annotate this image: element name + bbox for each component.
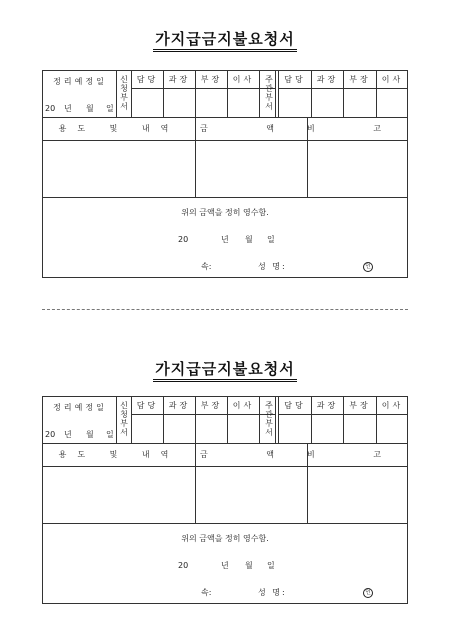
approval-dept-head: 부장 [200, 75, 223, 84]
remarks-column-label: 비 고 [307, 450, 409, 459]
due-date-label: 정리예정일 [53, 77, 107, 86]
receipt-statement: 위의 금액을 정히 영수함. [181, 208, 269, 217]
affiliation-label: 속: [201, 588, 212, 597]
approval-staff: 담당 [136, 401, 159, 410]
amount-column-label: 금 액 [200, 450, 302, 459]
approval-director: 이사 [232, 75, 255, 84]
approval-manager: 과장 [168, 75, 191, 84]
approval-manager-2: 과장 [316, 401, 339, 410]
remarks-column-label: 비 고 [307, 124, 409, 133]
usage-column-label: 용도 및 내역 [58, 450, 180, 459]
approval-staff-2: 담당 [284, 401, 306, 410]
approval-dept-head: 부장 [200, 401, 223, 410]
approval-director: 이사 [232, 401, 255, 410]
approval-staff-2: 담당 [284, 75, 306, 84]
name-label: 성 명: [258, 588, 287, 597]
approval-manager: 과장 [168, 401, 191, 410]
approval-director-2: 이사 [381, 75, 404, 84]
receipt-statement: 위의 금액을 정히 영수함. [181, 534, 269, 543]
form-table: 정리예정일 20 년 월 일 신청부서 담당 과장 부장 이사 주관부서 담당 과장 부장 이사 용도 및 내역 금 액 비 고 위의 금액을 정히 영수함. 20 년 월 일 속: 성 명: 인 [42, 70, 408, 278]
requester-dept-label: 신청부서 [120, 75, 128, 111]
seal-mark: 인 [363, 588, 373, 598]
approval-director-2: 이사 [381, 401, 404, 410]
managing-dept-label: 주관부서 [265, 401, 273, 437]
name-label: 성 명: [258, 262, 287, 271]
managing-dept-label: 주관부서 [265, 75, 273, 111]
approval-manager-2: 과장 [316, 75, 339, 84]
approval-dept-head-2: 부장 [349, 75, 371, 84]
form-title: 가지급금지불요청서 [0, 360, 450, 382]
seal-mark: 인 [363, 262, 373, 272]
form-table: 정리예정일 20 년 월 일 신청부서 담당 과장 부장 이사 주관부서 담당 과장 부장 이사 용도 및 내역 금 액 비 고 위의 금액을 정히 영수함. 20 년 월 일 속: 성 명: 인 [42, 396, 408, 604]
approval-dept-head-2: 부장 [349, 401, 371, 410]
cut-line [42, 309, 408, 310]
requester-dept-label: 신청부서 [120, 401, 128, 437]
usage-column-label: 용도 및 내역 [58, 124, 180, 133]
affiliation-label: 속: [201, 262, 212, 271]
due-date-label: 정리예정일 [53, 403, 107, 412]
form-title: 가지급금지불요청서 [0, 30, 450, 52]
amount-column-label: 금 액 [200, 124, 302, 133]
approval-staff: 담당 [136, 75, 159, 84]
